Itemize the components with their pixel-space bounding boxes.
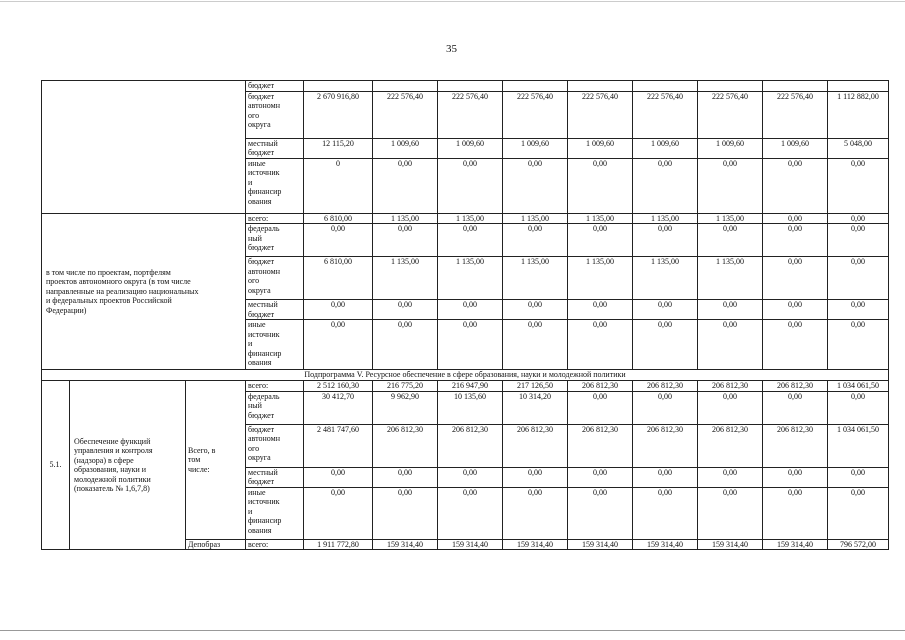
amount-cell: 206 812,30 — [568, 381, 633, 392]
scan-edge-top — [0, 1, 905, 2]
measure-code: 5.1. — [42, 381, 70, 550]
funding-source-label: всего: — [246, 381, 304, 392]
amount-cell: 0,00 — [503, 467, 568, 487]
amount-cell: 0,00 — [698, 487, 763, 539]
amount-cell: 1 135,00 — [373, 213, 438, 224]
amount-cell: 1 009,60 — [698, 138, 763, 158]
amount-cell: 12 115,20 — [304, 138, 373, 158]
amount-cell — [304, 81, 373, 92]
amount-cell: 0,00 — [438, 224, 503, 257]
amount-cell: 0,00 — [698, 224, 763, 257]
amount-cell: 0,00 — [633, 300, 698, 320]
amount-cell: 1 009,60 — [568, 138, 633, 158]
amount-cell: 10 135,60 — [438, 391, 503, 424]
amount-cell: 1 135,00 — [633, 213, 698, 224]
amount-cell: 222 576,40 — [438, 91, 503, 138]
amount-cell: 0,00 — [698, 467, 763, 487]
amount-cell: 0,00 — [698, 320, 763, 370]
amount-cell: 0,00 — [568, 467, 633, 487]
amount-cell: 0,00 — [568, 320, 633, 370]
page-number: 35 — [446, 43, 457, 55]
amount-cell: 1 911 772,80 — [304, 539, 373, 550]
amount-cell: 0,00 — [373, 487, 438, 539]
amount-cell: 1 135,00 — [438, 213, 503, 224]
amount-cell: 159 314,40 — [568, 539, 633, 550]
amount-cell: 1 112 882,00 — [828, 91, 889, 138]
amount-cell: 1 135,00 — [568, 213, 633, 224]
amount-cell: 5 048,00 — [828, 138, 889, 158]
amount-cell: 206 812,30 — [438, 424, 503, 467]
amount-cell: 0,00 — [828, 257, 889, 300]
amount-cell: 0,00 — [503, 300, 568, 320]
amount-cell: 222 576,40 — [698, 91, 763, 138]
amount-cell — [438, 81, 503, 92]
amount-cell: 0,00 — [373, 224, 438, 257]
amount-cell: 0,00 — [828, 467, 889, 487]
amount-cell: 1 135,00 — [373, 257, 438, 300]
amount-cell: 1 009,60 — [373, 138, 438, 158]
amount-cell: 0,00 — [373, 467, 438, 487]
amount-cell: 0,00 — [828, 224, 889, 257]
funding-table — [41, 80, 889, 550]
amount-cell: 30 412,70 — [304, 391, 373, 424]
amount-cell: 159 314,40 — [373, 539, 438, 550]
amount-cell: 0,00 — [763, 300, 828, 320]
funding-source-label: местный бюджет — [246, 300, 304, 320]
amount-cell: 0,00 — [373, 320, 438, 370]
project-description: в том числе по проектам, портфелям проектов автономного округа (в том числе направленные на реализацию национальных и федеральных проектов Российской Федерации) — [42, 213, 246, 370]
amount-cell: 222 576,40 — [633, 91, 698, 138]
amount-cell: 0,00 — [763, 487, 828, 539]
amount-cell — [698, 81, 763, 92]
amount-cell: 1 009,60 — [763, 138, 828, 158]
funding-source-label: иные источник и финансир ования — [246, 320, 304, 370]
amount-cell: 0,00 — [828, 300, 889, 320]
amount-cell: 206 812,30 — [763, 424, 828, 467]
amount-cell: 159 314,40 — [698, 539, 763, 550]
amount-cell: 206 812,30 — [698, 381, 763, 392]
amount-cell — [568, 81, 633, 92]
amount-cell: 6 810,00 — [304, 213, 373, 224]
amount-cell: 206 812,30 — [503, 424, 568, 467]
amount-cell: 1 135,00 — [568, 257, 633, 300]
funding-source-label: иные источник и финансир ования — [246, 158, 304, 213]
funding-source-label: всего: — [246, 539, 304, 550]
amount-cell: 0,00 — [438, 300, 503, 320]
amount-cell: 0,00 — [763, 320, 828, 370]
scan-edge-bottom — [0, 630, 905, 631]
funding-source-label: всего: — [246, 213, 304, 224]
funding-source-label: федераль ный бюджет — [246, 391, 304, 424]
amount-cell: 0,00 — [568, 158, 633, 213]
amount-cell: 0,00 — [633, 391, 698, 424]
amount-cell: 159 314,40 — [438, 539, 503, 550]
table-row — [42, 381, 889, 392]
amount-cell: 0,00 — [304, 467, 373, 487]
table-row — [42, 370, 889, 381]
amount-cell: 0,00 — [828, 391, 889, 424]
table-row — [42, 81, 889, 92]
amount-cell: 0,00 — [763, 467, 828, 487]
amount-cell: 217 126,50 — [503, 381, 568, 392]
amount-cell: 0,00 — [568, 300, 633, 320]
amount-cell: 1 135,00 — [698, 257, 763, 300]
amount-cell: 159 314,40 — [503, 539, 568, 550]
amount-cell — [763, 81, 828, 92]
amount-cell: 2 481 747,60 — [304, 424, 373, 467]
amount-cell: 10 314,20 — [503, 391, 568, 424]
funding-source-label: бюджет автономн ого округа — [246, 257, 304, 300]
amount-cell — [503, 81, 568, 92]
measure-description: Обеспечение функций управления и контроля (надзора) в сфере образования, науки и молодежной политики (показатель № 1,6,7,8) — [70, 381, 186, 550]
amount-cell — [828, 81, 889, 92]
amount-cell: 0,00 — [763, 213, 828, 224]
amount-cell: 0,00 — [763, 257, 828, 300]
amount-cell: 0,00 — [438, 487, 503, 539]
amount-cell: 9 962,90 — [373, 391, 438, 424]
funding-source-label: бюджет — [246, 81, 304, 92]
amount-cell: 1 034 061,50 — [828, 381, 889, 392]
amount-cell: 0,00 — [828, 158, 889, 213]
including-label: Всего, в том числе: — [186, 381, 246, 540]
amount-cell: 222 576,40 — [503, 91, 568, 138]
amount-cell: 0,00 — [633, 487, 698, 539]
amount-cell: 796 572,00 — [828, 539, 889, 550]
amount-cell: 216 947,90 — [438, 381, 503, 392]
amount-cell: 1 135,00 — [503, 257, 568, 300]
table-row — [42, 213, 889, 224]
amount-cell: 216 775,20 — [373, 381, 438, 392]
amount-cell: 0,00 — [373, 158, 438, 213]
amount-cell: 6 810,00 — [304, 257, 373, 300]
amount-cell: 0,00 — [698, 300, 763, 320]
amount-cell: 159 314,40 — [633, 539, 698, 550]
amount-cell: 159 314,40 — [763, 539, 828, 550]
funding-source-label: местный бюджет — [246, 138, 304, 158]
amount-cell: 0,00 — [828, 487, 889, 539]
amount-cell: 0,00 — [763, 391, 828, 424]
amount-cell: 2 670 916,80 — [304, 91, 373, 138]
amount-cell: 0,00 — [568, 487, 633, 539]
amount-cell: 222 576,40 — [763, 91, 828, 138]
amount-cell: 0,00 — [828, 320, 889, 370]
funding-source-label: федераль ный бюджет — [246, 224, 304, 257]
amount-cell: 206 812,30 — [373, 424, 438, 467]
amount-cell: 222 576,40 — [568, 91, 633, 138]
amount-cell: 0,00 — [503, 158, 568, 213]
executor-label: Депобраз — [186, 539, 246, 550]
amount-cell: 222 576,40 — [373, 91, 438, 138]
amount-cell: 0,00 — [633, 320, 698, 370]
amount-cell: 1 009,60 — [438, 138, 503, 158]
amount-cell: 206 812,30 — [633, 381, 698, 392]
amount-cell: 0,00 — [828, 213, 889, 224]
description-cell — [42, 81, 246, 214]
amount-cell: 0,00 — [373, 300, 438, 320]
amount-cell — [373, 81, 438, 92]
amount-cell: 1 135,00 — [503, 213, 568, 224]
amount-cell: 1 135,00 — [438, 257, 503, 300]
amount-cell: 206 812,30 — [698, 424, 763, 467]
amount-cell: 1 034 061,50 — [828, 424, 889, 467]
funding-source-label: местный бюджет — [246, 467, 304, 487]
amount-cell: 0,00 — [503, 224, 568, 257]
funding-source-label: бюджет автономн ого округа — [246, 424, 304, 467]
amount-cell: 0,00 — [568, 391, 633, 424]
amount-cell: 0,00 — [438, 158, 503, 213]
amount-cell: 0,00 — [304, 300, 373, 320]
amount-cell: 0,00 — [633, 467, 698, 487]
amount-cell: 0,00 — [438, 320, 503, 370]
amount-cell: 0,00 — [633, 158, 698, 213]
funding-source-label: бюджет автономн ого округа — [246, 91, 304, 138]
amount-cell: 0,00 — [438, 467, 503, 487]
amount-cell: 0,00 — [304, 320, 373, 370]
funding-source-label: иные источник и финансир ования — [246, 487, 304, 539]
amount-cell: 2 512 160,30 — [304, 381, 373, 392]
amount-cell: 0,00 — [763, 224, 828, 257]
subprogram-title: Подпрограмма V. Ресурсное обеспечение в сфере образования, науки и молодежной политики — [42, 370, 889, 381]
amount-cell: 1 009,60 — [633, 138, 698, 158]
amount-cell: 1 009,60 — [503, 138, 568, 158]
amount-cell: 0,00 — [568, 224, 633, 257]
amount-cell: 0,00 — [763, 158, 828, 213]
amount-cell: 0,00 — [633, 224, 698, 257]
amount-cell: 206 812,30 — [763, 381, 828, 392]
amount-cell: 1 135,00 — [633, 257, 698, 300]
amount-cell: 0,00 — [503, 487, 568, 539]
amount-cell: 0 — [304, 158, 373, 213]
amount-cell: 206 812,30 — [568, 424, 633, 467]
amount-cell: 0,00 — [698, 158, 763, 213]
amount-cell: 0,00 — [698, 391, 763, 424]
amount-cell: 0,00 — [304, 224, 373, 257]
amount-cell: 0,00 — [304, 487, 373, 539]
amount-cell: 206 812,30 — [633, 424, 698, 467]
amount-cell: 0,00 — [503, 320, 568, 370]
amount-cell: 1 135,00 — [698, 213, 763, 224]
amount-cell — [633, 81, 698, 92]
